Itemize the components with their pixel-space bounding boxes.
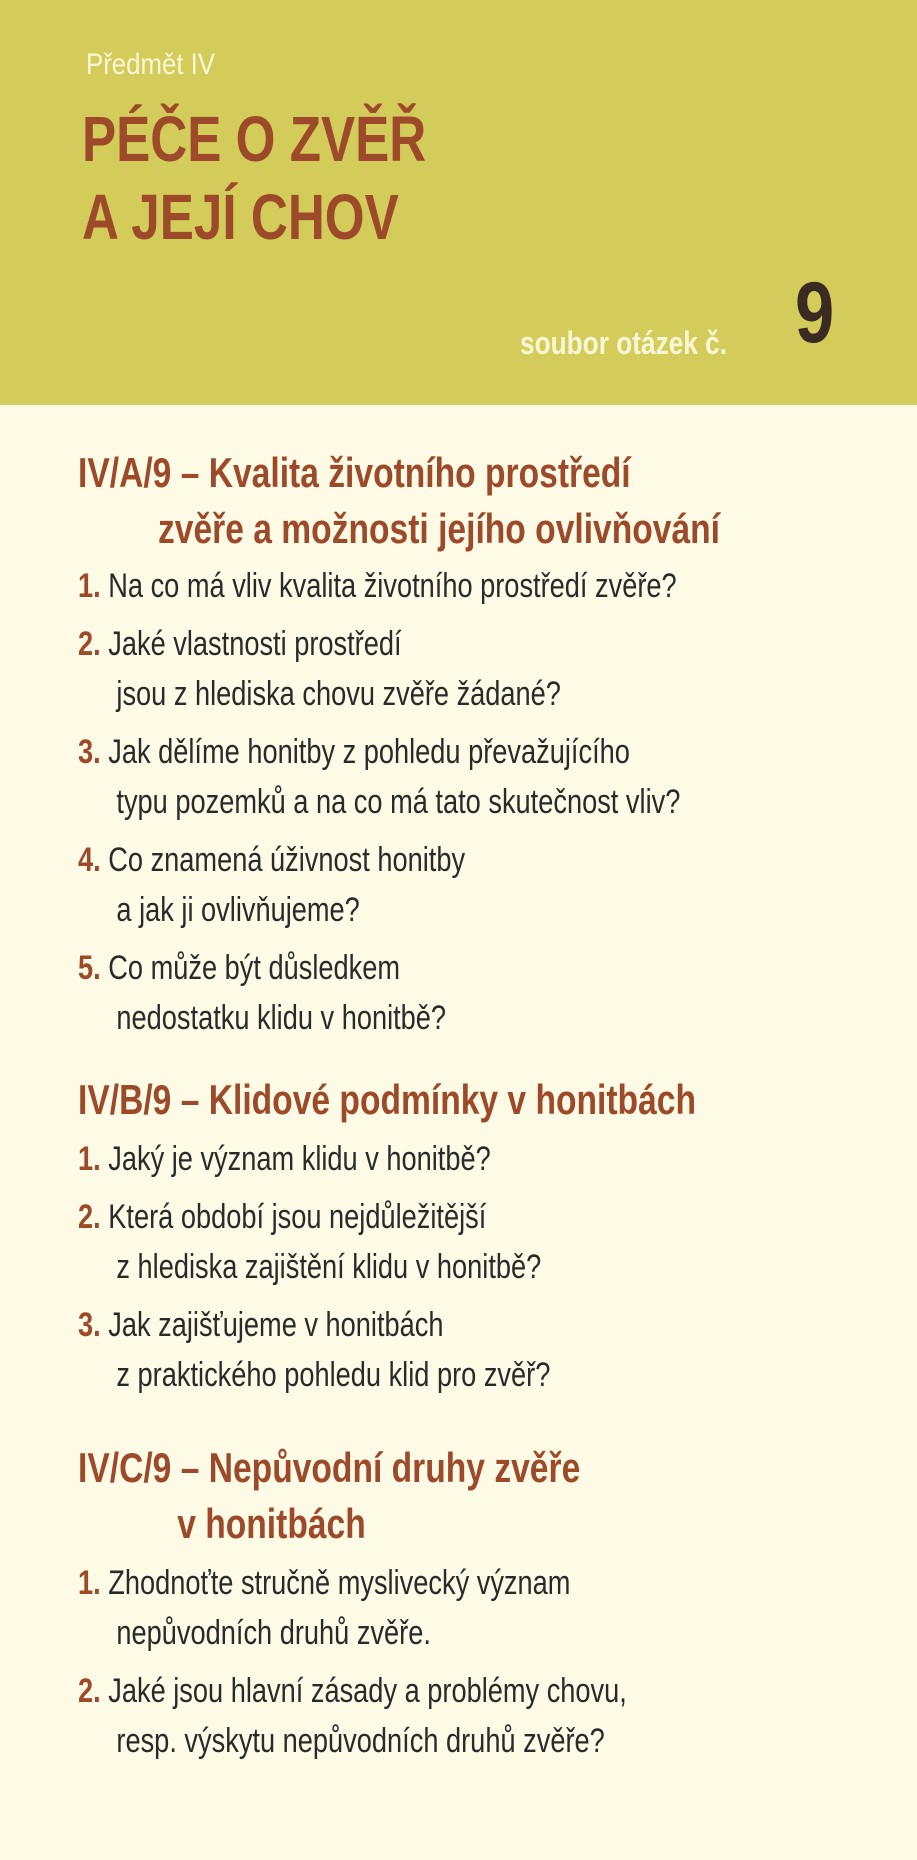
section-heading-line-1: IV/B/9 – Klidové podmínky v honitbách	[78, 1076, 696, 1123]
question-text-cont: jsou z hlediska chovu zvěře žádané?	[116, 675, 561, 713]
question-item	[78, 1666, 742, 1766]
question-number: 4.	[78, 841, 101, 879]
question-text: Jaký je význam klidu v honitbě?	[108, 1140, 491, 1178]
question-text-cont: resp. výskytu nepůvodních druhů zvěře?	[116, 1722, 605, 1760]
section-c	[78, 1440, 908, 1766]
question-text-cont: nedostatku klidu v honitbě?	[116, 999, 447, 1037]
question-number: 3.	[78, 733, 101, 771]
section-heading	[78, 445, 742, 557]
question-text: Jak zajišťujeme v honitbách	[108, 1306, 444, 1344]
question-item	[78, 943, 742, 1043]
question-item	[78, 1300, 742, 1400]
question-item	[78, 1192, 742, 1292]
section-heading	[78, 1072, 742, 1128]
question-number: 1.	[78, 1140, 101, 1178]
question-number: 2.	[78, 1672, 101, 1710]
set-label: soubor otázek č.	[520, 325, 728, 361]
page-title	[82, 100, 426, 256]
question-text-cont: z hlediska zajištění klidu v honitbě?	[116, 1248, 542, 1286]
section-heading-line-2: v honitbách	[177, 1500, 366, 1547]
question-item	[78, 835, 742, 935]
section-heading	[78, 1440, 742, 1552]
section-heading-line-1: IV/C/9 – Nepůvodní druhy zvěře	[78, 1444, 581, 1491]
question-number: 2.	[78, 625, 101, 663]
section-heading-line-2: zvěře a možnosti jejího ovlivňování	[158, 505, 721, 552]
question-item	[78, 727, 742, 827]
question-text-cont: typu pozemků a na co má tato skutečnost vliv?	[116, 783, 681, 821]
section-b	[78, 1072, 908, 1400]
set-number: 9	[795, 265, 835, 361]
question-text-cont: a jak ji ovlivňujeme?	[116, 891, 360, 929]
section-heading-line-1: IV/A/9 – Kvalita životního prostředí	[78, 449, 631, 496]
question-text: Jaké jsou hlavní zásady a problémy chovu,	[108, 1672, 627, 1710]
question-number: 1.	[78, 567, 101, 605]
question-number: 2.	[78, 1198, 101, 1236]
header-band	[0, 0, 917, 405]
question-item	[78, 619, 742, 719]
section-a	[78, 445, 908, 1043]
question-text-cont: nepůvodních druhů zvěře.	[116, 1614, 431, 1652]
title-line-1: PÉČE O ZVĚŘ	[82, 103, 427, 175]
question-text: Která období jsou nejdůležitější	[108, 1198, 487, 1236]
question-number: 5.	[78, 949, 101, 987]
question-text-cont: z praktického pohledu klid pro zvěř?	[116, 1356, 551, 1394]
question-text: Co znamená úživnost honitby	[108, 841, 466, 879]
question-text: Na co má vliv kvalita životního prostředí zvěře?	[108, 567, 677, 605]
question-text: Jaké vlastnosti prostředí	[108, 625, 402, 663]
question-number: 3.	[78, 1306, 101, 1344]
subject-label: Předmět IV	[86, 48, 216, 81]
question-text: Co může být důsledkem	[108, 949, 401, 987]
question-number: 1.	[78, 1564, 101, 1602]
question-text: Jak dělíme honitby z pohledu převažujícího	[108, 733, 630, 771]
question-item	[78, 1558, 742, 1658]
title-line-2: A JEJÍ CHOV	[82, 181, 399, 253]
question-text: Zhodnoťte stručně myslivecký význam	[108, 1564, 571, 1602]
question-item	[78, 561, 742, 611]
question-item	[78, 1134, 742, 1184]
